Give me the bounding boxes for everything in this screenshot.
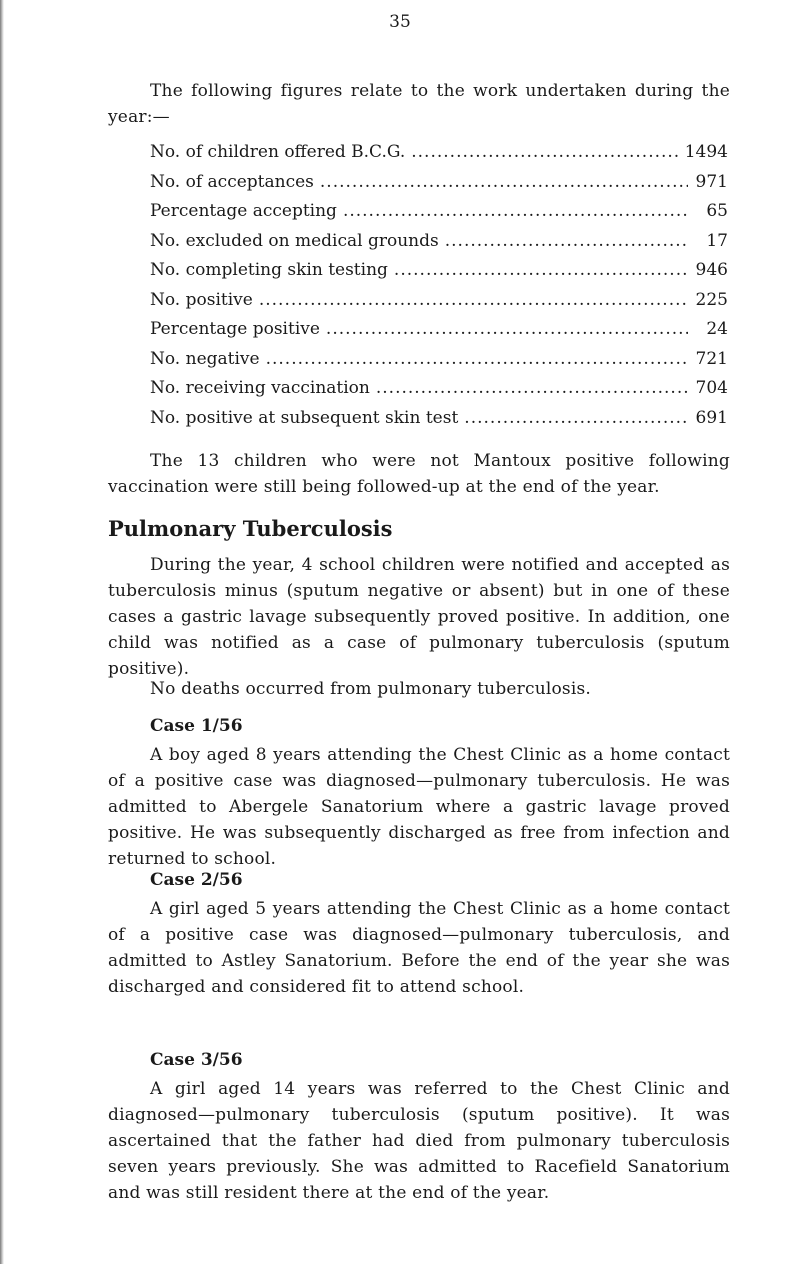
stat-row — [150, 378, 728, 408]
follow-up-paragraph: The 13 children who were not Mantoux positive following vaccination were still being followed-up at the end of the year. — [108, 451, 730, 497]
stat-row — [150, 260, 728, 290]
stat-row — [150, 290, 728, 320]
intro-paragraph: The following figures relate to the work undertaken during the year:— — [108, 81, 730, 127]
case-body: A girl aged 14 years was referred to the Chest Clinic and diagnosed—pulmonary tuberculosis (sputum positive). It was ascertained that the father had died from pulmonary tuberculosis seven years previously. She was admitted to Racefield Sanatorium and was still resident there at the end of the year. — [108, 1079, 730, 1203]
bcg-statistics-list — [150, 142, 728, 437]
pulmonary-paragraph: During the year, 4 school children were notified and accepted as tuberculosis minus (sputum negative or absent) but in one of these cases a gastric lavage subsequently proved positive. In addition, one child was notified as a case of pulmonary tuberculosis (sputum positive). — [108, 555, 730, 679]
stat-value: 721 — [695, 348, 728, 369]
dot-leader — [320, 172, 688, 192]
stat-label: No. positive at subsequent skin test — [150, 407, 459, 428]
dot-leader — [445, 231, 688, 251]
stat-value: 1494 — [684, 142, 728, 162]
stat-label: No. of acceptances — [150, 171, 314, 192]
stat-row — [150, 201, 728, 231]
stat-value: 971 — [695, 171, 728, 192]
stat-label: No. positive — [150, 289, 253, 310]
dot-leader — [376, 378, 688, 398]
stat-row — [150, 231, 728, 261]
stat-value: 946 — [695, 260, 728, 280]
stat-row — [150, 349, 728, 379]
page-binding-edge — [0, 0, 4, 1264]
stat-label: No. negative — [150, 348, 260, 369]
case-title: Case 2/56 — [150, 870, 243, 890]
stat-value: 691 — [695, 407, 728, 428]
stat-value: 225 — [695, 289, 728, 310]
dot-leader — [394, 260, 688, 280]
stat-label: Percentage positive — [150, 319, 320, 339]
section-heading: Pulmonary Tuberculosis — [108, 516, 393, 541]
stat-value: 704 — [695, 378, 728, 398]
dot-leader — [343, 201, 688, 221]
dot-leader — [266, 349, 688, 369]
stat-value: 24 — [706, 319, 728, 339]
case-title: Case 3/56 — [150, 1050, 243, 1070]
case-body: A girl aged 5 years attending the Chest Clinic as a home contact of a positive case was diagnosed—pulmonary tuberculosis, and admitted to Astley Sanatorium. Before the end of the year she was discharged and considered fit to attend school. — [108, 899, 730, 997]
stat-row — [150, 142, 728, 172]
dot-leader — [259, 290, 688, 310]
stat-label: No. excluded on medical grounds — [150, 230, 439, 251]
dot-leader — [411, 142, 678, 162]
dot-leader — [326, 319, 688, 339]
stat-row — [150, 172, 728, 202]
stat-value: 65 — [706, 201, 728, 221]
case-body: A boy aged 8 years attending the Chest Clinic as a home contact of a positive case was diagnosed—pulmonary tuberculosis. He was admitted to Abergele Sanatorium where a gastric lavage proved positive. He was subsequently discharged as free from infection and returned to school. — [108, 745, 730, 869]
stat-row — [150, 408, 728, 438]
stat-label: Percentage accepting — [150, 201, 337, 221]
stat-label: No. receiving vaccination — [150, 378, 370, 398]
deaths-paragraph: No deaths occurred from pulmonary tuberculosis. — [150, 679, 592, 699]
dot-leader — [464, 408, 688, 428]
stat-label: No. of children offered B.C.G. — [150, 142, 406, 162]
stat-row — [150, 319, 728, 349]
case-title: Case 1/56 — [150, 716, 243, 736]
stat-label: No. completing skin testing — [150, 260, 388, 280]
page-number: 35 — [389, 12, 411, 32]
stat-value: 17 — [706, 230, 728, 251]
